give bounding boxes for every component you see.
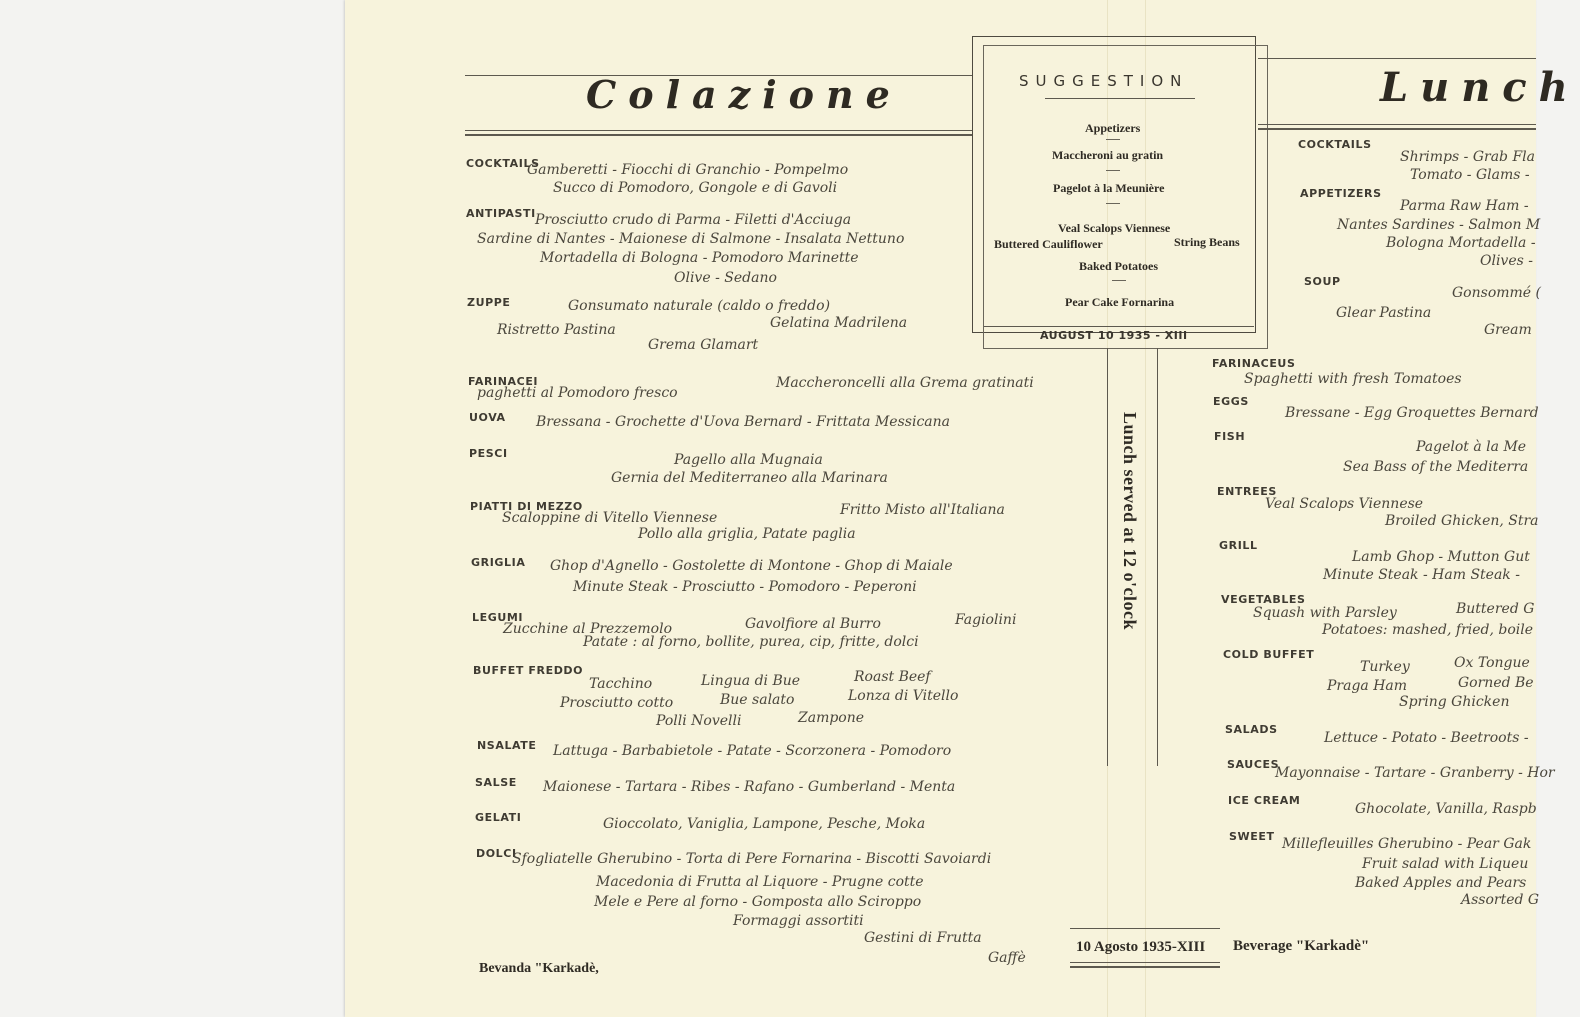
menu-line: Patate : al forno, bollite, purea, cip, fritte, dolci [583,634,919,650]
suggestion-item: Baked Potatoes [1079,259,1158,273]
suggestion-item: Maccheroni au gratin [1052,148,1164,162]
colazione-beverage: Bevanda "Karkadè, [479,961,599,976]
menu-line: Gamberetti - Fiocchi di Granchio - Pompelmo [527,162,849,178]
menu-line: Bologna Mortadella - [1386,235,1536,251]
menu-line: Gonsommé ( [1452,285,1541,301]
section-label: COLD BUFFET [1223,648,1315,661]
menu-line: Macedonia di Frutta al Liquore - Prugne cotte [596,874,924,890]
section-label: SOUP [1304,275,1341,288]
section-label: VEGETABLES [1221,593,1306,606]
section-label: COCKTAILS [466,157,540,170]
section-label: DOLCI [476,847,517,860]
header-rule [1258,128,1536,130]
menu-line: Formaggi assortiti [733,913,864,929]
section-label: SALADS [1225,723,1278,736]
suggestion-item: String Beans [1174,235,1240,249]
menu-line: Millefleuilles Gherubino - Pear Gak [1282,836,1532,852]
header-rule-top [1258,58,1536,59]
suggestion-item: Pagelot à la Meunière [1053,181,1165,195]
suggestion-item: Pear Cake Fornarina [1065,295,1175,309]
lunch-title: Lunch [1380,64,1580,111]
lunch-served-text: Lunch served at 12 o'clock [1120,412,1140,630]
section-label: BUFFET FREDDO [473,664,584,677]
section-label: GRILL [1219,539,1258,552]
menu-line: Minute Steak - Prosciutto - Pomodoro - Peperoni [573,579,917,595]
menu-line: Succo di Pomodoro, Gongole e di Gavoli [553,180,838,196]
menu-line: Gestini di Frutta [864,930,982,946]
menu-line: Lingua di Bue [701,673,801,689]
menu-line: Lamb Ghop - Mutton Gut [1352,549,1530,565]
menu-line: Scaloppine di Vitello Viennese [502,510,718,526]
menu-line: Bressana - Grochette d'Uova Bernard - Frittata Messicana [536,414,950,430]
menu-line: Mortadella di Bologna - Pomodoro Marinette [540,250,859,266]
menu-line: paghetti al Pomodoro fresco [477,385,678,401]
date-rule-top [1070,928,1220,929]
section-label: SALSE [475,776,517,789]
band-rule-left [1107,348,1108,766]
menu-line: Sardine di Nantes - Maionese di Salmone - Insalata Nettuno [477,231,905,247]
divider [1112,280,1126,281]
section-label: PESCI [469,447,508,460]
menu-line: Parma Raw Ham - [1400,198,1529,214]
menu-line: Shrimps - Grab Fla [1400,149,1536,165]
suggestion-date-rule [984,326,1254,327]
menu-line: Lonza di Vitello [848,688,959,704]
suggestion-item: Appetizers [1085,121,1141,135]
header-rule [1258,124,1536,125]
divider [1106,203,1120,204]
menu-line: Maccheroncelli alla Grema gratinati [776,375,1034,391]
menu-line: Minute Steak - Ham Steak - [1323,567,1520,583]
suggestion-date: AUGUST 10 1935 - XIII [1040,329,1188,342]
section-label: UOVA [469,411,506,424]
menu-line: Bressane - Egg Groquettes Bernard [1285,405,1539,421]
menu-line: Zucchine al Prezzemolo [503,621,672,637]
menu-line: Gernia del Mediterraneo alla Marinara [611,470,888,486]
menu-line: Broiled Ghicken, Stra [1385,513,1539,529]
menu-line: Zampone [798,710,865,726]
section-label: GRIGLIA [471,556,526,569]
menu-line: Gelatina Madrilena [770,315,908,331]
menu-line: Fagiolini [955,612,1017,628]
suggestion-item: Buttered Cauliflower [994,237,1103,251]
header-rule [465,134,972,136]
menu-line: Buttered G [1456,601,1535,617]
menu-line: Pagello alla Mugnaia [674,452,823,468]
section-label: GELATI [475,811,522,824]
menu-line: Ox Tongue [1454,655,1530,671]
colazione-title: Colazione [586,72,902,117]
menu-line: Potatoes: mashed, fried, boile [1322,622,1534,638]
menu-line: Spaghetti with fresh Tomatoes [1244,371,1462,387]
menu-line: Gaffè [988,950,1026,966]
menu-line: Veal Scalops Viennese [1265,496,1424,512]
section-label: NSALATE [477,739,537,752]
menu-line: Grema Glamart [648,337,759,353]
menu-line: Glear Pastina [1336,305,1432,321]
section-label: APPETIZERS [1300,187,1382,200]
section-label: PIATTI DI MEZZO [470,500,583,513]
section-label: COCKTAILS [1298,138,1372,151]
menu-line: Tomato - Glams - [1410,167,1530,183]
menu-line: Lattuga - Barbabietole - Patate - Scorzonera - Pomodoro [553,743,952,759]
menu-line: Pollo alla griglia, Patate paglia [638,526,856,542]
section-label: LEGUMI [472,611,524,624]
menu-line: Ristretto Pastina [497,322,616,338]
menu-line: Squash with Parsley [1253,605,1397,621]
section-label: SWEET [1229,830,1275,843]
menu-line: Nantes Sardines - Salmon M [1337,217,1541,233]
section-label: ZUPPE [467,296,511,309]
band-rule-right [1157,348,1158,766]
header-rule [465,130,972,131]
menu-line: Assorted G [1461,892,1540,908]
menu-line: Tacchino [589,676,653,692]
menu-line: Prosciutto crudo di Parma - Filetti d'Acciuga [535,212,852,228]
menu-line: Mayonnaise - Tartare - Granberry - Hor [1275,765,1555,781]
suggestion-title-rule [1045,98,1195,99]
center-beverage: Beverage "Karkadè" [1233,938,1370,954]
menu-line: Ghop d'Agnello - Gostolette di Montone - Ghop di Maiale [550,558,953,574]
section-label: FARINACEI [468,375,539,388]
menu-line: Gorned Be [1458,675,1534,691]
section-label: EGGS [1213,395,1249,408]
menu-line: Prosciutto cotto [560,695,674,711]
section-label: ENTREES [1217,485,1277,498]
section-label: ICE CREAM [1228,794,1301,807]
menu-line: Mele e Pere al forno - Gomposta allo Sciroppo [594,894,922,910]
center-date: 10 Agosto 1935-XIII [1076,939,1206,955]
menu-line: Praga Ham [1327,678,1408,694]
menu-line: Spring Ghicken [1399,694,1510,710]
menu-line: Sea Bass of the Mediterra [1343,459,1529,475]
divider [1106,139,1120,140]
date-rule-bottom [1070,966,1220,968]
menu-line: Sfogliatelle Gherubino - Torta di Pere Fornarina - Biscotti Savoiardi [512,851,992,867]
divider [1106,170,1120,171]
menu-line: Pagelot à la Me [1416,439,1527,455]
menu-line: Gavolfiore al Burro [745,616,881,632]
section-label: FISH [1214,430,1246,443]
suggestion-title: SUGGESTION [1019,72,1189,90]
menu-line: Gonsumato naturale (caldo o freddo) [568,298,831,314]
menu-line: Roast Beef [854,669,931,685]
section-label: FARINACEUS [1212,357,1296,370]
menu-line: Olive - Sedano [674,270,777,286]
menu-line: Gioccolato, Vaniglia, Lampone, Pesche, Moka [603,816,926,832]
menu-line: Fruit salad with Liqueu [1362,856,1529,872]
menu-line: Gream [1484,322,1532,338]
menu-line: Lettuce - Potato - Beetroots - [1324,730,1529,746]
menu-line: Olives - [1480,253,1533,269]
menu-line: Fritto Misto all'Italiana [840,502,1005,518]
menu-line: Ghocolate, Vanilla, Raspb [1355,801,1537,817]
menu-line: Polli Novelli [656,713,742,729]
date-rule-bottom [1070,962,1220,963]
suggestion-item: Veal Scalops Viennese [1058,221,1171,235]
menu-line: Baked Apples and Pears [1355,875,1527,891]
menu-line: Maionese - Tartara - Ribes - Rafano - Gumberland - Menta [543,779,956,795]
menu-line: Turkey [1360,659,1410,675]
section-label: SAUCES [1227,758,1280,771]
menu-line: Bue salato [720,692,795,708]
section-label: ANTIPASTI [466,207,536,220]
